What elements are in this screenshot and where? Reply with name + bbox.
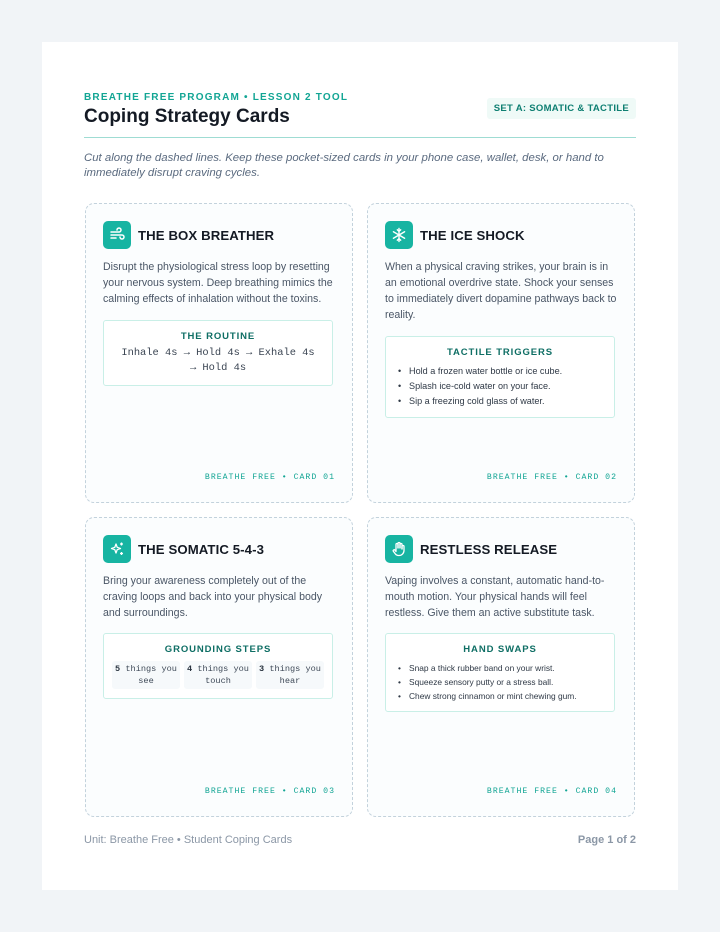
- card-title: THE ICE SHOCK: [420, 227, 525, 243]
- page-title: Coping Strategy Cards: [84, 106, 290, 127]
- routine-text: Inhale 4s → Hold 4s → Exhale 4s → Hold 4s: [121, 347, 315, 374]
- list-item: • Hold a frozen water bottle or ice cube.: [396, 364, 604, 379]
- intro-text: Cut along the dashed lines. Keep these pocket-sized cards in your phone case, wallet, desk, or hand to immediately disrupt craving cycles.: [84, 152, 604, 179]
- list-item: • Chew strong cinnamon or mint chewing gum.: [396, 689, 604, 703]
- step-label: things you: [125, 664, 177, 674]
- unit-footer: Unit: Breathe Free • Student Coping Cards: [84, 834, 293, 846]
- list-item: • Squeeze sensory putty or a stress ball.: [396, 675, 604, 689]
- card-header: [103, 221, 274, 249]
- set-badge: SET A: SOMATIC & TACTILE: [487, 98, 636, 119]
- step-number: 4: [187, 664, 193, 674]
- card-description: Bring your awareness completely out of the craving loops and back into your physical body and surroundings.: [103, 575, 323, 619]
- step-sense: see: [138, 676, 154, 686]
- card-footer: BREATHE FREE • CARD 04: [486, 787, 617, 796]
- snowflake-icon: [385, 221, 413, 249]
- box-title: THE ROUTINE: [180, 331, 256, 342]
- step-hear: [256, 661, 324, 689]
- list-item: • Splash ice-cold water on your face.: [396, 379, 604, 394]
- step-label: things you: [197, 664, 249, 674]
- card-description: When a physical craving strikes, your brain is in an emotional overdrive state. Shock your senses to immediately divert dopamine pathways back to reality.: [385, 261, 617, 321]
- card-title: THE BOX BREATHER: [138, 227, 275, 243]
- card-header: [385, 221, 525, 249]
- card-title: THE SOMATIC 5-4-3: [138, 541, 265, 557]
- box-title: GROUNDING STEPS: [164, 644, 272, 655]
- hand-icon: [385, 535, 413, 563]
- box-title: HAND SWAPS: [463, 644, 537, 655]
- hand-swaps-box: [385, 633, 615, 712]
- step-number: 3: [259, 664, 265, 674]
- coping-card-ice-shock: [367, 203, 635, 503]
- coping-card-restless-release: [367, 517, 635, 817]
- page-number: Page 1 of 2: [577, 834, 636, 846]
- swap-list: [386, 655, 614, 711]
- step-sense: touch: [205, 676, 231, 686]
- wind-icon: [103, 221, 131, 249]
- coping-card-somatic-543: [85, 517, 353, 817]
- list-item: • Sip a freezing cold glass of water.: [396, 394, 604, 409]
- card-footer: BREATHE FREE • CARD 02: [486, 473, 617, 482]
- step-sense: hear: [279, 676, 301, 686]
- routine-box: [103, 320, 333, 386]
- tactile-triggers-box: [385, 336, 615, 418]
- steps-row: [104, 655, 332, 698]
- step-see: [112, 661, 180, 689]
- step-number: 5: [115, 664, 121, 674]
- step-label: things you: [269, 664, 321, 674]
- card-description: Vaping involves a constant, automatic hand-to-mouth motion. Your physical hands will feel restless. Give them an active substitute task.: [385, 575, 605, 619]
- card-footer: BREATHE FREE • CARD 03: [204, 787, 335, 796]
- card-title: RESTLESS RELEASE: [420, 541, 558, 557]
- header-divider: [84, 137, 636, 138]
- list-item: • Snap a thick rubber band on your wrist.: [396, 661, 604, 675]
- card-header: [103, 535, 264, 563]
- program-kicker: BREATHE FREE PROGRAM • LESSON 2 TOOL: [84, 92, 349, 103]
- trigger-list: [386, 358, 614, 417]
- sparkles-icon: [103, 535, 131, 563]
- coping-card-box-breather: [85, 203, 353, 503]
- grounding-steps-box: [103, 633, 333, 699]
- page-sheet: [42, 42, 678, 890]
- step-touch: [184, 661, 252, 689]
- box-title: TACTILE TRIGGERS: [446, 347, 554, 358]
- card-footer: BREATHE FREE • CARD 01: [204, 473, 335, 482]
- card-description: Disrupt the physiological stress loop by resetting your nervous system. Deep breathing mimics the calming effects of inhalation without the toxins.: [103, 261, 333, 305]
- card-header: [385, 535, 557, 563]
